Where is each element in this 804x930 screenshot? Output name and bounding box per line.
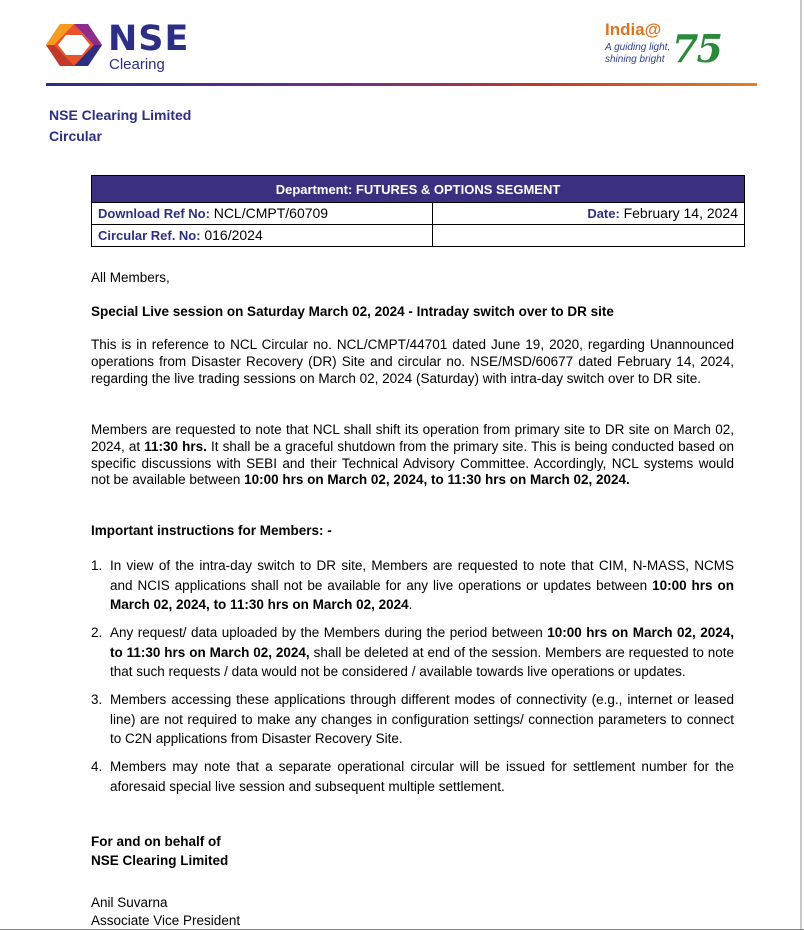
issuer-name: NSE Clearing Limited: [49, 107, 192, 123]
para2-text: Members are requested to note that NCL shall shift its operation from primary site to DR site on March 02, 2024, at: [91, 422, 734, 454]
india-75-badge: [600, 20, 770, 78]
signatory-name: Anil Suvarna: [91, 895, 168, 910]
item-text: Members may note that a separate operational circular will be issued for settlement number for the aforesaid special live session and subsequent multiple settlement.: [110, 759, 734, 794]
para2-time: 11:30 hrs.: [144, 438, 207, 454]
item-text: .: [408, 597, 413, 612]
item-number: 3.: [91, 692, 103, 707]
empty-cell: [433, 225, 744, 246]
department-header: Department: FUTURES & OPTIONS SEGMENT: [92, 176, 744, 203]
logo-subtext: Clearing: [109, 56, 165, 73]
paragraph-reference: This is in reference to NCL Circular no. NCL/CMPT/44701 dated June 19, 2020, regarding Unannounced operations from Disaster Recovery (DR) Site and circular no. NSE/MSD/60677 dated February 14, 2024, regarding the live trading sessions on March 02, 2024 (Saturday) with intra-day switch over to DR site.: [91, 337, 734, 386]
reference-table: [91, 175, 745, 247]
circular-ref-label: Circular Ref. No:: [98, 228, 201, 243]
paragraph-shift-notice: [91, 422, 734, 489]
table-row: [92, 203, 744, 225]
badge-title: India@: [605, 20, 662, 39]
subject-line: Special Live session on Saturday March 02, 2024 - Intraday switch over to DR site: [91, 304, 614, 319]
logo-wordmark: NSE: [108, 19, 190, 59]
item-bold-text: 10:00 hrs on March 02, 2024, to 11:30 hrs on March 02, 2024,: [110, 625, 735, 660]
item-number: 4.: [91, 759, 103, 774]
document-type: Circular: [49, 128, 102, 144]
page-edge: [800, 0, 802, 930]
badge-tagline-2: shining bright: [605, 54, 665, 65]
circular-ref-value: 016/2024: [204, 227, 263, 243]
date-label: Date:: [587, 206, 620, 221]
date-cell: [433, 203, 744, 224]
list-item: [91, 690, 734, 749]
nse-logo-icon: [46, 22, 102, 68]
para2-text: It shall be a graceful shutdown from the primary site. This is being conducted based on specific discussions with SEBI and their Technical Advisory Committee. Accordingly, NCL systems would not be available between: [91, 438, 734, 488]
header-divider: [46, 83, 757, 86]
signatory-designation: Associate Vice President: [91, 913, 241, 928]
item-number: 2.: [91, 625, 103, 640]
badge-tagline-1: A guiding light,: [605, 42, 671, 53]
salutation: All Members,: [91, 270, 170, 285]
download-ref-label: Download Ref No:: [98, 206, 210, 221]
instructions-heading: Important instructions for Members: -: [91, 523, 332, 538]
list-item: [91, 623, 734, 682]
download-ref-value: NCL/CMPT/60709: [213, 205, 329, 221]
badge-number: 75: [672, 26, 721, 71]
item-text: Any request/ data uploaded by the Members during the period between: [110, 625, 548, 640]
item-number: 1.: [91, 558, 103, 573]
nse-clearing-logo: [46, 20, 206, 76]
item-text: In view of the intra-day switch to DR site, Members are requested to note that CIM, N-MASS, NCMS and NCIS applications shall not be available for any live operations or updates between: [110, 558, 734, 593]
list-item: [91, 556, 734, 615]
signoff-line-1: For and on behalf of: [91, 834, 221, 849]
para2-window: 10:00 hrs on March 02, 2024, to 11:30 hrs on March 02, 2024.: [244, 472, 630, 488]
item-text: shall be deleted at end of the session. Members are requested to note that such requests / data would not be considered / available towards live operations or updates.: [110, 644, 735, 679]
item-bold-text: 10:00 hrs on March 02, 2024, to 11:30 hrs on March 02, 2024: [110, 577, 735, 612]
date-value: February 14, 2024: [623, 205, 738, 221]
circular-ref-cell: [92, 225, 433, 246]
list-item: [91, 757, 734, 796]
download-ref-cell: [92, 203, 433, 224]
signoff-line-2: NSE Clearing Limited: [91, 853, 229, 868]
instructions-list: [91, 556, 734, 805]
table-row: [92, 225, 744, 246]
item-text: Members accessing these applications through different modes of connectivity (e.g., internet or leased line) are not required to make any changes in configuration settings/ connection parameters to connect to C2N applications from Disaster Recovery Site.: [110, 692, 734, 746]
